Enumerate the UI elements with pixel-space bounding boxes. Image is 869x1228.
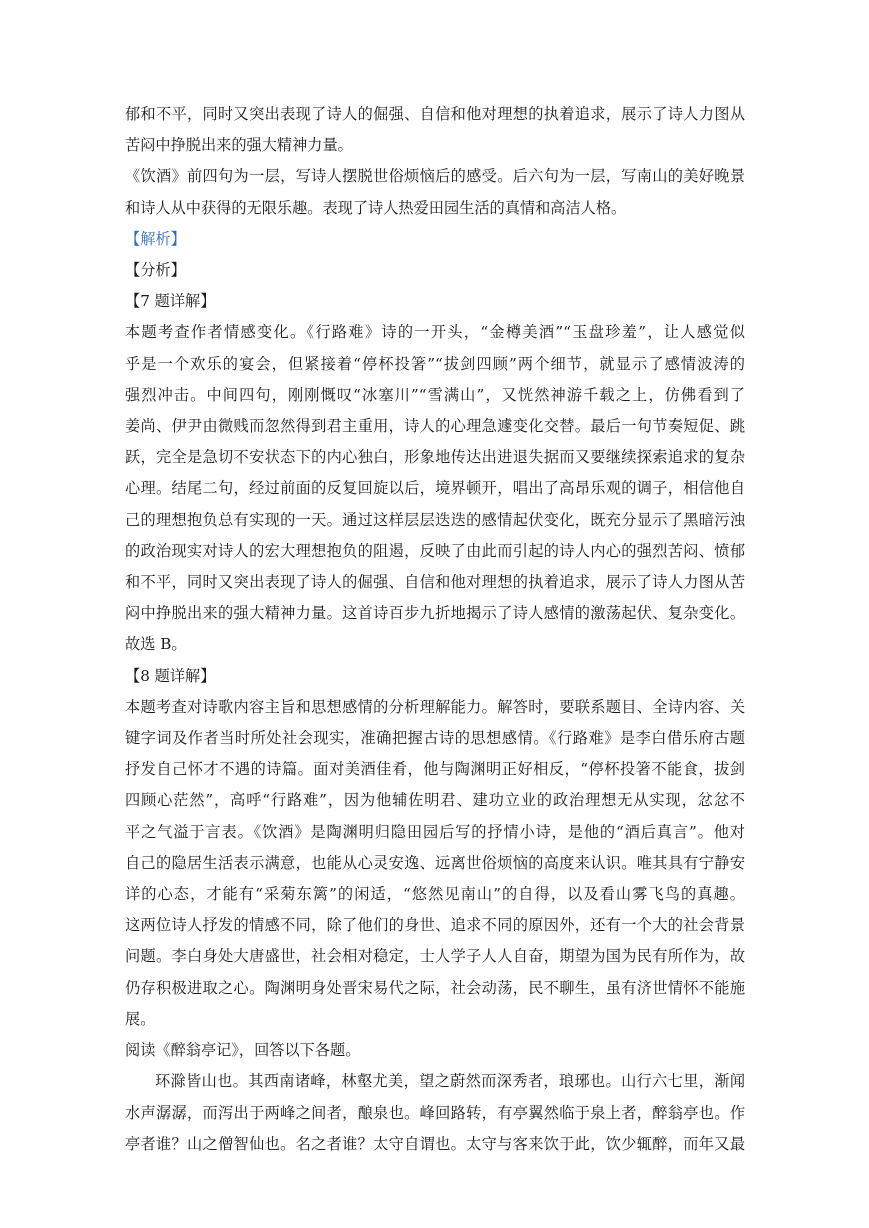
text-line: 乎是一个欢乐的宴会，但紧接着“停杯投箸”“拔剑四顾”两个细节，就显示了感情波涛的 — [125, 354, 745, 373]
text-line: 详的心态，才能有“采菊东篱”的闲适，“悠然见南山”的自得，以及看山雾飞鸟的真趣。 — [125, 885, 745, 904]
text-line: 强烈冲击。中间四句，刚刚慨叹“冰塞川”“雪满山”，又恍然神游千载之上，仿佛看到了 — [125, 385, 745, 404]
yinjiu-paragraph — [125, 161, 745, 223]
text-line: 跃，完全是急切不安状态下的内心独白，形象地传达出进退失据而又要继续探索追求的复杂 — [125, 448, 745, 467]
text-line: 心理。结尾二句，经过前面的反复回旋以后，境界顿开，唱出了高昂乐观的调子，相信他自 — [125, 479, 745, 498]
text-line: 抒发自己怀才不遇的诗篇。面对美酒佳肴，他与陶渊明正好相反，“停杯投箸不能食，拔剑 — [125, 760, 745, 779]
text-line: 展。 — [125, 1009, 156, 1028]
passage-line: 环滁皆山也。其西南诸峰，林壑尤美，望之蔚然而深秀者，琅琊也。山行六七里，渐闻 — [155, 1072, 745, 1091]
text-line: 四顾心茫然”，高呼“行路难”，因为他辅佐明君、建功立业的政治理想无从实现，忿忿不 — [125, 791, 745, 810]
text-line: 这两位诗人抒发的情感不同，除了他们的身世、追求不同的原因外，还有一个大的社会背景 — [125, 916, 745, 935]
jiexi-heading: 【解析】 — [125, 229, 186, 248]
fenxi-heading: 【分析】 — [125, 261, 186, 280]
q7-heading: 【7 题详解】 — [125, 292, 216, 311]
reading-prompt: 阅读《醉翁亭记》，回答以下各题。 — [125, 1041, 361, 1060]
text-line: 己的理想抱负总有实现的一天。通过这样层层迭迭的感情起伏变化，既充分显示了黑暗污浊 — [125, 510, 745, 529]
text-line: 苦闷中挣脱出来的强大精神力量。 — [125, 136, 353, 155]
text-line: 闷中挣脱出来的强大精神力量。这首诗百步九折地揭示了诗人感情的激荡起伏、复杂变化。 — [125, 604, 745, 623]
q8-section — [125, 661, 745, 1035]
text-line: 问题。李白身处大唐盛世，社会相对稳定，士人学子人人自奋，期望为国为民有所作为，故 — [125, 947, 745, 966]
text-line: 本题考查作者情感变化。《行路难》诗的一开头，“金樽美酒”“玉盘珍羞”，让人感觉似 — [125, 323, 745, 342]
text-line: 郁和不平，同时又突出表现了诗人的倔强、自信和他对理想的执着追求，展示了诗人力图从 — [125, 105, 745, 123]
intro-paragraph — [125, 99, 745, 161]
reading-section — [125, 1035, 745, 1160]
text-line: 仍存积极进取之心。陶渊明身处晋宋易代之际，社会动荡，民不聊生，虽有济世情怀不能施 — [125, 978, 745, 997]
text-line: 故选 B。 — [125, 635, 187, 654]
text-line: 的政治现实对诗人的宏大理想抱负的阻遏，反映了由此而引起的诗人内心的强烈苦闷、愤郁 — [125, 541, 745, 560]
text-line: 本题考查对诗歌内容主旨和思想感情的分析理解能力。解答时，要联系题目、全诗内容、关 — [125, 697, 745, 716]
passage-line: 亭者谁？山之僧智仙也。名之者谁？太守自谓也。太守与客来饮于此，饮少辄醉，而年又最 — [125, 1134, 745, 1153]
text-line: 键字词及作者当时所处社会现实，准确把握古诗的思想感情。《行路难》是李白借乐府古题 — [125, 729, 745, 748]
text-line: 《饮酒》前四句为一层，写诗人摆脱世俗烦恼后的感受。后六句为一层，写南山的美好晚景 — [125, 167, 745, 186]
text-line: 姜尚、伊尹由微贱而忽然得到君主重用，诗人的心理急遽变化交替。最后一句节奏短促、跳 — [125, 417, 745, 436]
passage-line: 水声潺潺，而泻出于两峰之间者，酿泉也。峰回路转，有亭翼然临于泉上者，醉翁亭也。作 — [125, 1103, 745, 1122]
q7-section — [125, 286, 745, 660]
text-line: 和不平，同时又突出表现了诗人的倔强、自信和他对理想的执着追求，展示了诗人力图从苦 — [125, 573, 745, 592]
document-page — [125, 99, 745, 1160]
text-line: 和诗人从中获得的无限乐趣。表现了诗人热爱田园生活的真情和高洁人格。 — [125, 198, 627, 217]
text-line: 自己的隐居生活表示满意，也能从心灵安逸、远离世俗烦恼的高度来认识。唯其具有宁静安 — [125, 853, 745, 872]
q8-heading: 【8 题详解】 — [125, 666, 216, 685]
text-line: 平之气溢于言表。《饮酒》是陶渊明归隐田园后写的抒情小诗，是他的“酒后真言”。他对 — [125, 822, 745, 841]
